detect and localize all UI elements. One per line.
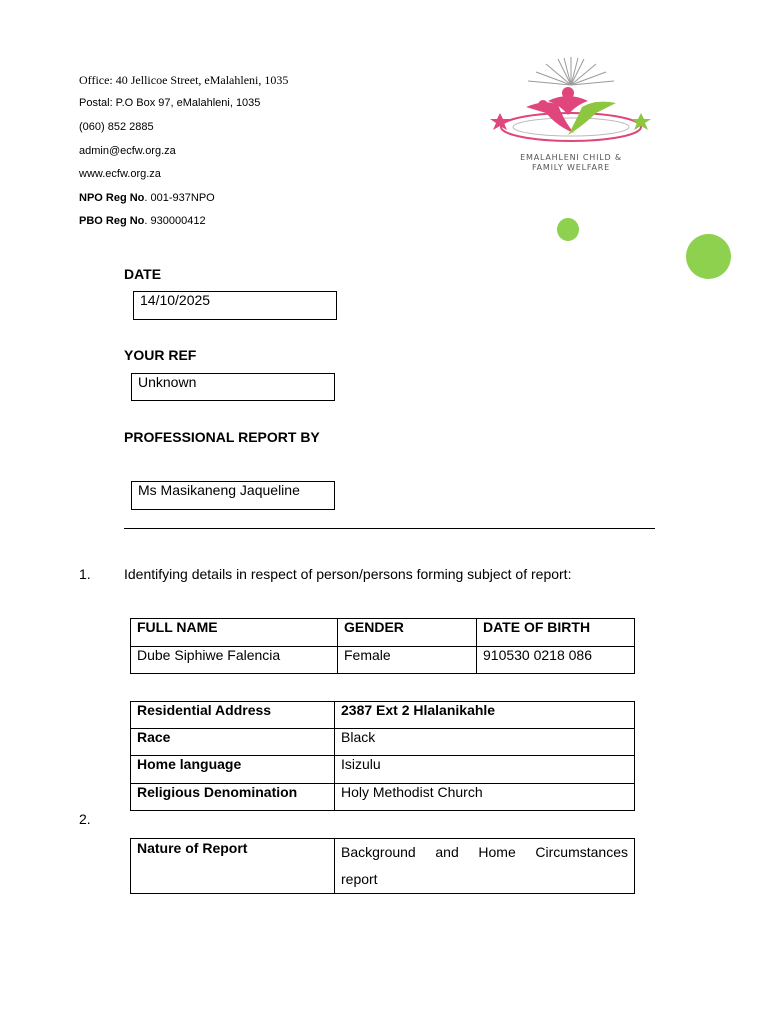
logo-graphic (486, 55, 656, 155)
table-row (131, 839, 635, 894)
section-2-number: 2. (79, 811, 91, 827)
pbo-reg-value: . 930000412 (144, 215, 206, 227)
cell-date-of-birth: 910530 0218 086 (477, 647, 635, 674)
your-ref-field: Unknown (131, 373, 335, 401)
header-date-of-birth: DATE OF BIRTH (477, 619, 635, 647)
report-by-field: Ms Masikaneng Jaqueline (131, 481, 335, 510)
person-table-header (131, 619, 635, 647)
value-residential-address: 2387 Ext 2 Hlalanikahle (335, 702, 635, 729)
table-row (131, 702, 635, 729)
nature-value-line1: Background and Home Circumstances (341, 844, 628, 860)
label-religious-denomination: Religious Denomination (131, 784, 335, 811)
phone-number: (060) 852 2885 (79, 121, 154, 133)
date-field: 14/10/2025 (133, 291, 337, 320)
header-gender: GENDER (338, 619, 477, 647)
cell-full-name: Dube Siphiwe Falencia (131, 647, 338, 674)
value-religious-denomination: Holy Methodist Church (335, 784, 635, 811)
section-1-heading: Identifying details in respect of person/persons forming subject of report: (124, 566, 572, 582)
table-row (131, 784, 635, 811)
section-1-number: 1. (79, 566, 91, 582)
decorative-dot-large (686, 234, 731, 279)
value-home-language: Isizulu (335, 756, 635, 784)
npo-reg-label: NPO Reg No (79, 192, 145, 204)
your-ref-label: YOUR REF (124, 347, 197, 363)
logo-text-line2: FAMILY WELFARE (531, 163, 610, 172)
date-label: DATE (124, 266, 162, 282)
label-home-language: Home language (131, 756, 335, 784)
value-race: Black (335, 729, 635, 756)
cell-gender: Female (338, 647, 477, 674)
header-full-name: FULL NAME (131, 619, 338, 647)
label-nature-of-report: Nature of Report (131, 839, 335, 894)
nature-table (130, 838, 635, 894)
postal-address: Postal: P.O Box 97, eMalahleni, 1035 (79, 97, 261, 109)
email-address: admin@ecfw.org.za (79, 145, 176, 157)
value-nature-of-report (335, 839, 635, 894)
table-row (131, 647, 635, 674)
separator-line (124, 528, 655, 529)
organisation-logo (486, 55, 656, 175)
details-table (130, 701, 635, 811)
nature-value-line2: report (341, 871, 378, 887)
npo-reg-value: . 001-937NPO (144, 192, 215, 204)
decorative-dot-small (557, 218, 579, 241)
person-table (130, 618, 635, 674)
logo-text (486, 153, 656, 173)
npo-reg (79, 192, 215, 204)
label-race: Race (131, 729, 335, 756)
website: www.ecfw.org.za (79, 168, 161, 180)
table-row (131, 756, 635, 784)
table-row (131, 729, 635, 756)
logo-text-line1: EMALAHLENI CHILD & (520, 153, 622, 162)
office-address: Office: 40 Jellicoe Street, eMalahleni, 1035 (79, 73, 289, 87)
pbo-reg-label: PBO Reg No (79, 215, 145, 227)
report-by-label: PROFESSIONAL REPORT BY (124, 429, 320, 445)
label-residential-address: Residential Address (131, 702, 335, 729)
pbo-reg (79, 215, 206, 227)
